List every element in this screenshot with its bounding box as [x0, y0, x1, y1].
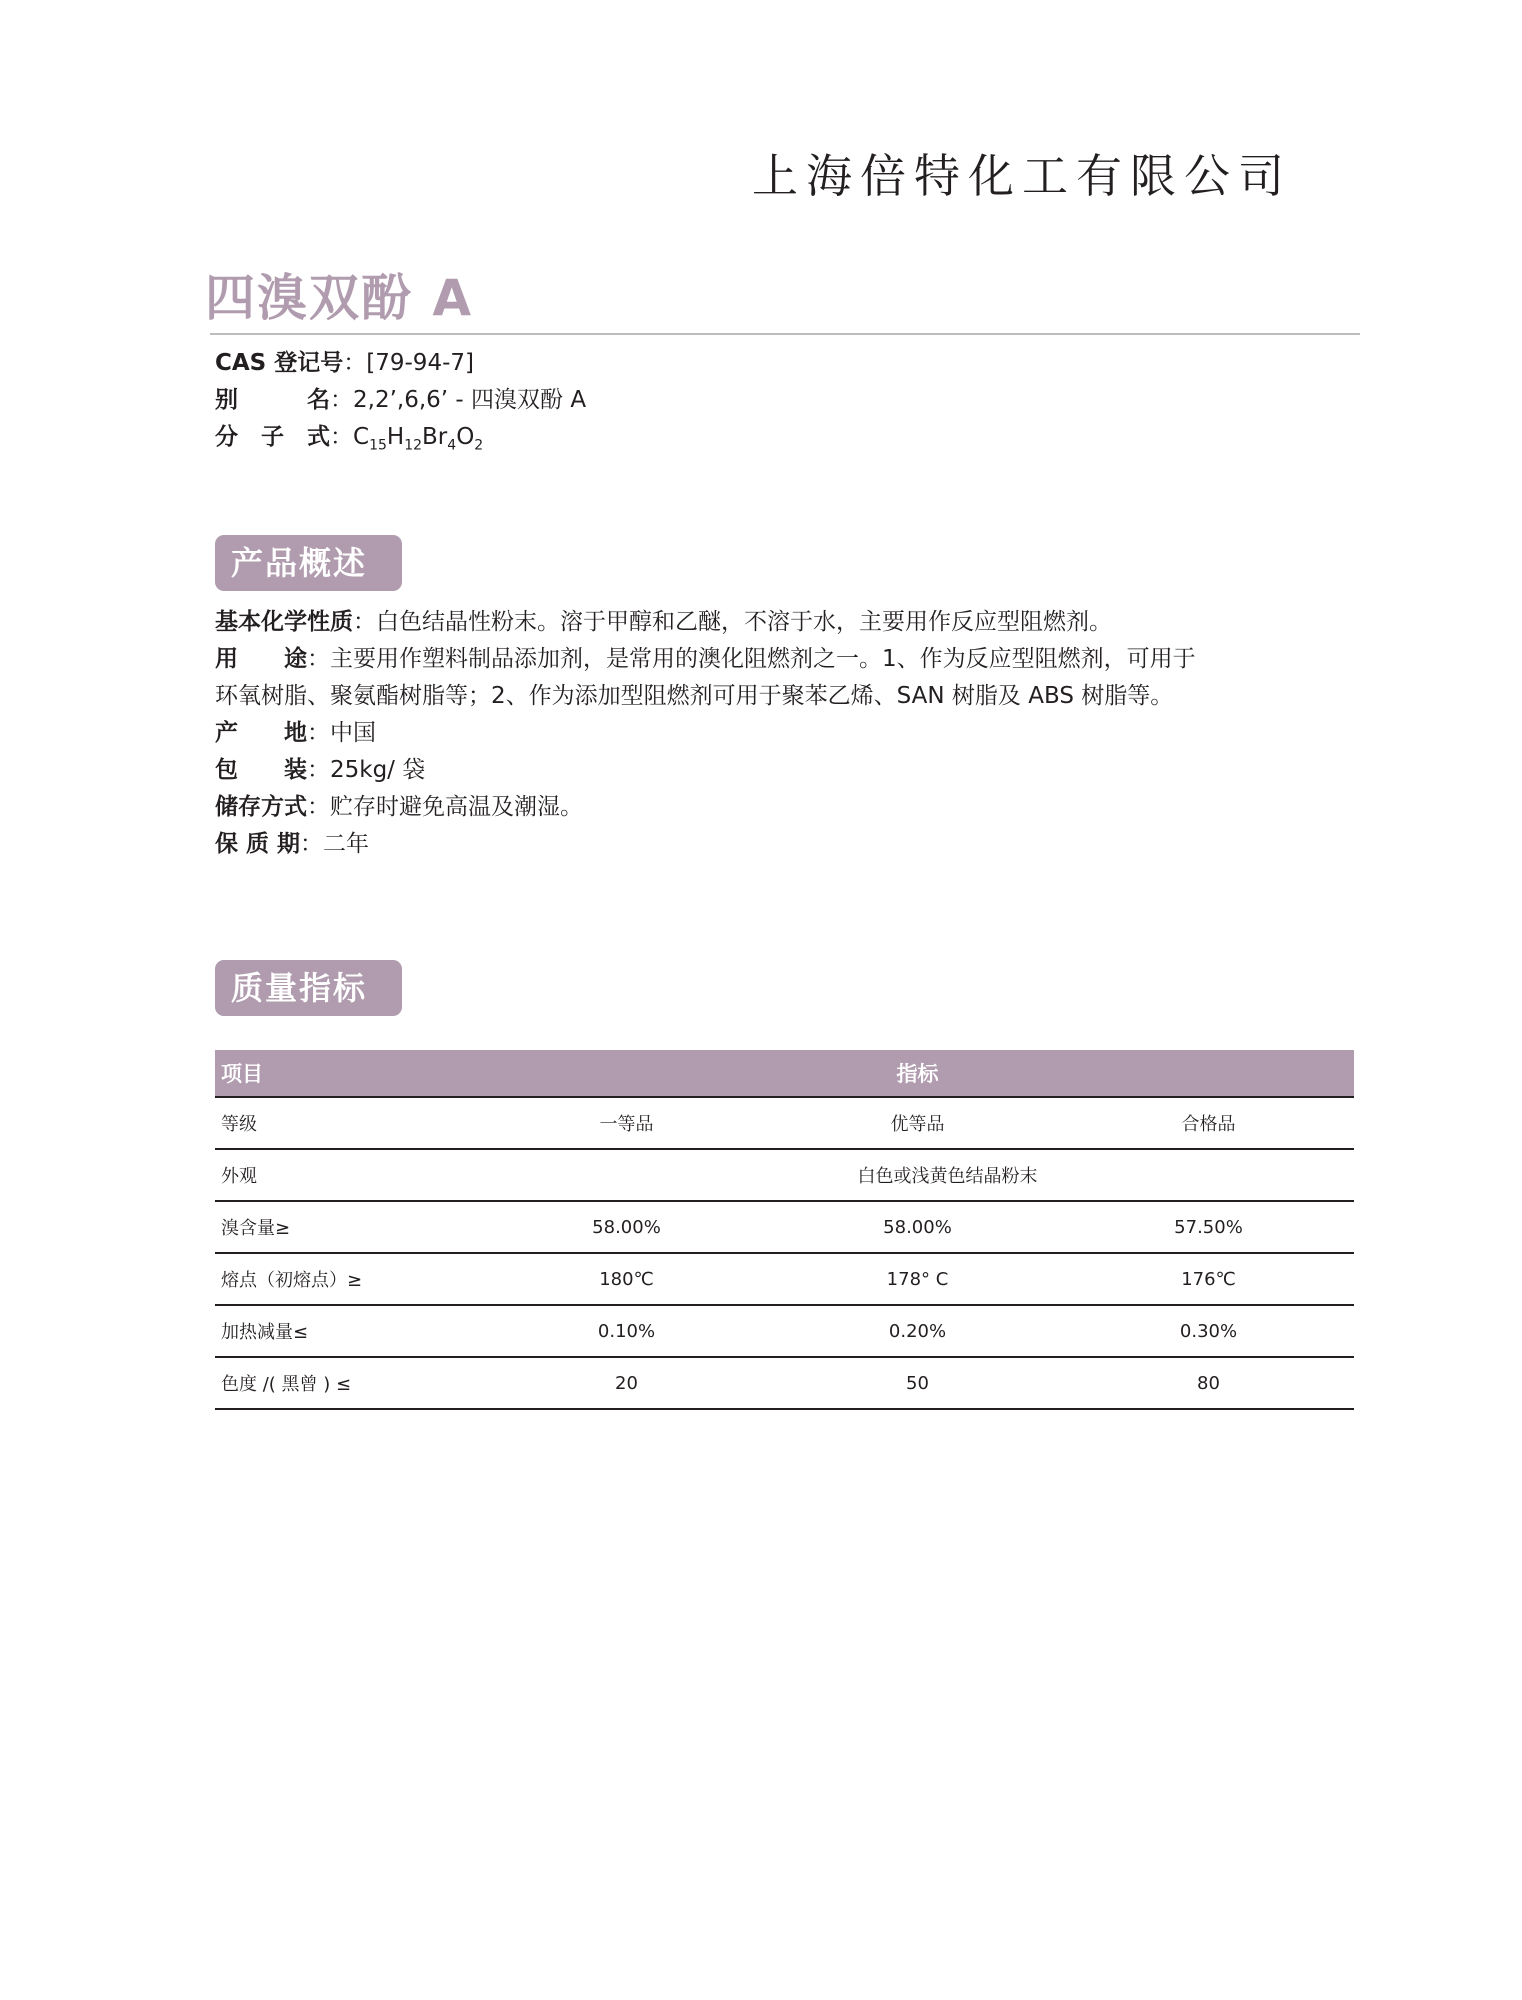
cell: 20 — [481, 1357, 772, 1409]
molecular-formula: $C_{15}H_{12}Br_4O_2$ — [353, 424, 484, 454]
alias-value: 2,2’,6,6’ - 四溴双酚 A — [353, 387, 587, 413]
overview-text — [215, 604, 1365, 863]
appearance-value: 白色或浅黄色结晶粉末 — [481, 1149, 1354, 1201]
cas-value: [79-94-7] — [366, 350, 474, 376]
formula-label: 分 子 式 — [215, 424, 330, 450]
storage: 储存方式：贮存时避免高温及潮湿。 — [215, 794, 583, 820]
row-item: 色度 /( 黑曾 ) ≤ — [215, 1357, 481, 1409]
colon: ： — [330, 387, 353, 413]
cell: 180℃ — [481, 1253, 772, 1305]
formula-row — [215, 419, 586, 465]
origin: 产 地：中国 — [215, 720, 376, 746]
row-item: 等级 — [215, 1097, 481, 1149]
table-row — [215, 1097, 1354, 1149]
title-divider — [210, 333, 1360, 335]
product-info — [215, 345, 586, 465]
cell: 176℃ — [1063, 1253, 1354, 1305]
header-item: 项目 — [215, 1050, 481, 1097]
shelf-life: 保 质 期：二年 — [215, 831, 370, 857]
row-item: 溴含量≥ — [215, 1201, 481, 1253]
cell: 0.30% — [1063, 1305, 1354, 1357]
header-spec: 指标 — [481, 1050, 1354, 1097]
table-row — [215, 1149, 1354, 1201]
row-item: 熔点（初熔点）≥ — [215, 1253, 481, 1305]
colon: ： — [343, 350, 367, 376]
section-heading-quality: 质量指标 — [215, 960, 402, 1016]
alias-label: 别 名 — [215, 387, 330, 413]
grade-premium: 优等品 — [772, 1097, 1063, 1149]
company-name: 上海倍特化工有限公司 — [752, 149, 1292, 203]
table-row — [215, 1201, 1354, 1253]
cas-row — [215, 345, 586, 382]
cell: 80 — [1063, 1357, 1354, 1409]
cell: 0.10% — [481, 1305, 772, 1357]
usage: 用 途：主要用作塑料制品添加剂，是常用的澳化阻燃剂之一。1、作为反应型阻燃剂，可用于 — [215, 646, 1196, 672]
cell: 58.00% — [772, 1201, 1063, 1253]
cell: 58.00% — [481, 1201, 772, 1253]
basic-properties: 基本化学性质：白色结晶性粉末。溶于甲醇和乙醚，不溶于水，主要用作反应型阻燃剂。 — [215, 609, 1112, 635]
cell: 0.20% — [772, 1305, 1063, 1357]
cell: 50 — [772, 1357, 1063, 1409]
table-row — [215, 1253, 1354, 1305]
cell: 178° C — [772, 1253, 1063, 1305]
table-row — [215, 1357, 1354, 1409]
product-title: 四溴双酚 A — [205, 269, 474, 327]
cell: 57.50% — [1063, 1201, 1354, 1253]
row-item: 加热减量≤ — [215, 1305, 481, 1357]
packaging: 包 装：25kg/ 袋 — [215, 757, 426, 783]
quality-spec-table — [215, 1050, 1354, 1410]
alias-row — [215, 382, 586, 419]
grade-first: 一等品 — [481, 1097, 772, 1149]
grade-qualified: 合格品 — [1063, 1097, 1354, 1149]
table-header-row — [215, 1050, 1354, 1097]
row-item: 外观 — [215, 1149, 481, 1201]
table-row — [215, 1305, 1354, 1357]
colon: ： — [330, 424, 353, 450]
section-heading-overview: 产品概述 — [215, 535, 402, 591]
usage-continued: 环氧树脂、聚氨酯树脂等；2、作为添加型阻燃剂可用于聚苯乙烯、SAN 树脂及 ABS 树脂等。 — [215, 683, 1174, 709]
cas-label: CAS 登记号 — [215, 350, 344, 376]
